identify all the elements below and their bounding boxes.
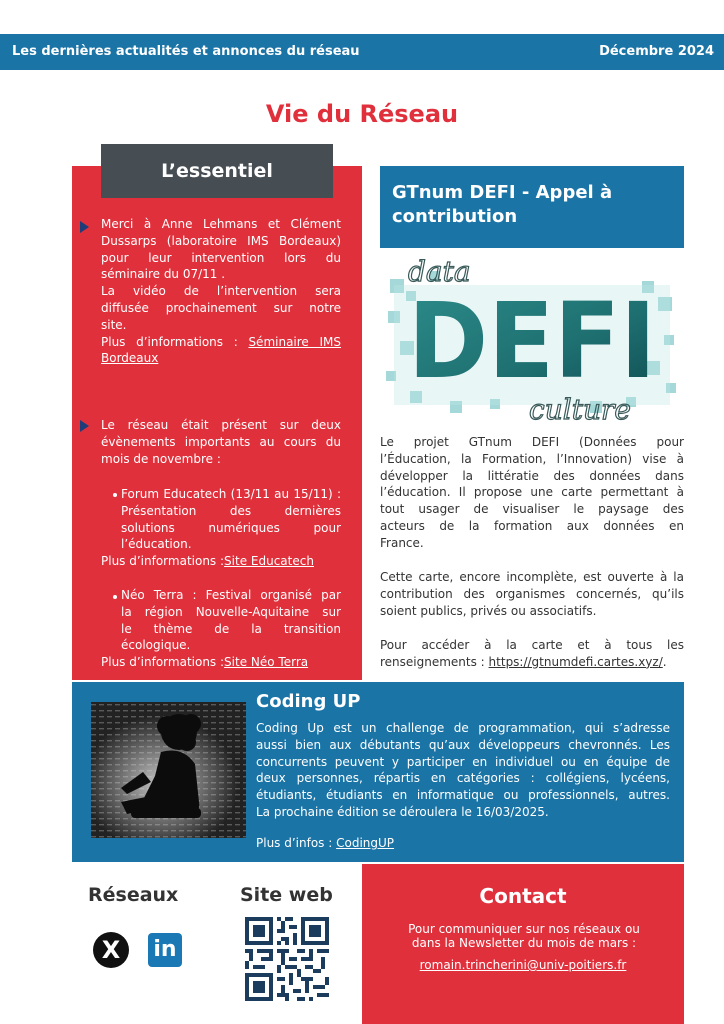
bullet-dot-icon	[113, 493, 117, 497]
more-info-label: Plus d’infos :	[256, 835, 337, 850]
neoterra-line: la région Nouvelle-Aquitaine sur	[121, 604, 341, 619]
site-web-title: Site web	[240, 884, 333, 906]
essentiel-item-1-line: diffusée prochainement sur notre	[101, 300, 341, 315]
essentiel-item-2-line: Le réseau était présent sur deux	[101, 418, 341, 432]
defi-title: GTnum DEFI - Appel à contribution	[392, 182, 613, 227]
neoterra-item	[121, 587, 341, 654]
bullet-arrow-icon	[80, 420, 89, 432]
period: .	[662, 654, 667, 669]
essentiel-item-1-line: Merci à Anne Lehmans et Clément	[101, 217, 341, 231]
gtnumdefi-link[interactable]: https://gtnumdefi.cartes.xyz/	[488, 654, 663, 669]
defi-paragraph-3	[380, 637, 684, 671]
coding-up-image	[91, 702, 246, 838]
neoterra-more	[101, 654, 308, 671]
coding-line: La prochaine édition se déroulera le 16/03/2025.	[256, 804, 549, 819]
coding-more	[256, 835, 670, 852]
contact-text	[390, 922, 658, 950]
essentiel-item-1-line: Dussarps (laboratoire IMS Bordeaux)	[101, 233, 341, 248]
more-info-label: Plus d’informations :	[101, 334, 249, 349]
bullet-dot-icon	[113, 595, 117, 599]
defi-word-top: data	[408, 255, 471, 288]
seminaire-ims-link[interactable]: Séminaire IMS	[248, 334, 341, 349]
contact-line: dans la Newsletter du mois de mars :	[411, 936, 637, 950]
defi-line: Le projet GTnum DEFI (Données pour	[380, 435, 684, 449]
essentiel-item-2-line: évènements importants au cours du	[101, 434, 341, 449]
defi-line: France.	[380, 535, 424, 550]
essentiel-item-1-line: La vidéo de l’intervention sera	[101, 284, 341, 299]
defi-logo-graphic	[380, 251, 684, 425]
contact-title: Contact	[479, 884, 567, 908]
defi-line-link	[380, 654, 684, 671]
coding-up-title: Coding UP	[256, 691, 361, 712]
codingup-link[interactable]: CodingUP	[336, 835, 395, 850]
coding-line: deux personnes, répartis en catégories : collégiens, lycéens,	[256, 771, 670, 786]
essentiel-item-1-line: site.	[101, 317, 127, 332]
essentiel-item-2-line: mois de novembre :	[101, 451, 221, 466]
neoterra-line: le thème de la transition	[121, 621, 341, 636]
essentiel-item-1-line: séminaire du 07/11 .	[101, 267, 226, 282]
defi-line: Cette carte, encore incomplète, est ouverte à la	[380, 570, 684, 584]
defi-line: Pour accéder à la carte et à tous les	[380, 638, 684, 652]
defi-line: tout usager de visualiser le paysage des	[380, 502, 684, 517]
educatech-line: l’éducation.	[121, 537, 192, 552]
educatech-line: Forum Educatech (13/11 au 15/11) :	[121, 487, 341, 501]
essentiel-item-1-line: pour leur intervention lors du	[101, 250, 341, 265]
defi-line: contribution des organismes concernés, qu’ils	[380, 586, 684, 601]
banner-subtitle: Les dernières actualités et annonces du réseau	[12, 44, 360, 59]
educatech-item	[121, 486, 341, 553]
bullet-arrow-icon	[80, 221, 89, 233]
defi-header	[380, 166, 684, 248]
defi-word-main: DEFI	[408, 280, 656, 402]
educatech-line: Présentation des dernières	[121, 503, 341, 518]
coding-up-illustration	[91, 702, 246, 838]
defi-logo-image	[380, 251, 684, 425]
top-banner	[0, 34, 724, 70]
essentiel-item-1	[101, 216, 341, 367]
coding-line: étudiants, étudiants en informatique ou professionnels, autres.	[256, 788, 670, 803]
contact-email-link[interactable]: romain.trincherini@univ-poitiers.fr	[419, 958, 627, 972]
defi-paragraph-1	[380, 434, 684, 552]
defi-line: l’Éducation, la Formation, l’Innovation) vise à	[380, 451, 684, 466]
educatech-link[interactable]: Site Educatech	[224, 554, 314, 568]
coding-up-text	[256, 720, 670, 852]
coding-line: concurrents peuvent y participer en individuel ou en équipe de	[256, 754, 670, 769]
educatech-line: solutions numériques pour	[121, 520, 341, 535]
coding-line: Coding Up est un challenge de programmation, qui s’adresse	[256, 721, 670, 735]
contact-line: Pour communiquer sur nos réseaux ou	[408, 922, 640, 936]
more-info-label: Plus d’informations :	[101, 554, 225, 568]
qr-code-icon[interactable]	[245, 917, 329, 1001]
defi-line: acteurs de la formation aux données en	[380, 518, 684, 533]
defi-line: développer la littératie des données dans	[380, 468, 684, 483]
x-logo-icon[interactable]: X	[93, 932, 129, 968]
more-info-label: Plus d’informations :	[101, 655, 225, 669]
educatech-more	[101, 553, 314, 570]
defi-line: soient publics, privés ou associatifs.	[380, 603, 597, 618]
essentiel-tab: L’essentiel	[101, 144, 333, 198]
renseignements-label: renseignements :	[380, 654, 489, 669]
essentiel-item-1-more	[101, 334, 341, 351]
reseaux-title: Réseaux	[88, 884, 179, 906]
neoterra-line: Néo Terra : Festival organisé par	[121, 588, 341, 602]
defi-paragraph-2	[380, 569, 684, 619]
essentiel-item-2	[101, 417, 341, 467]
neoterra-link[interactable]: Site Néo Terra	[224, 655, 309, 669]
linkedin-icon[interactable]: in	[148, 933, 182, 967]
defi-word-bottom: culture	[529, 393, 631, 425]
coding-line: aussi bien aux débutants qu’aux développeurs chevronnés. Les	[256, 737, 670, 752]
seminaire-ims-link-cont[interactable]: Bordeaux	[101, 351, 159, 366]
banner-date: Décembre 2024	[599, 44, 714, 59]
defi-line: l’éducation. Il propose une carte permettant à	[380, 485, 684, 500]
neoterra-line: écologique.	[121, 638, 191, 653]
qr-code-graphic	[245, 917, 329, 1001]
section-title: Vie du Réseau	[265, 100, 459, 128]
